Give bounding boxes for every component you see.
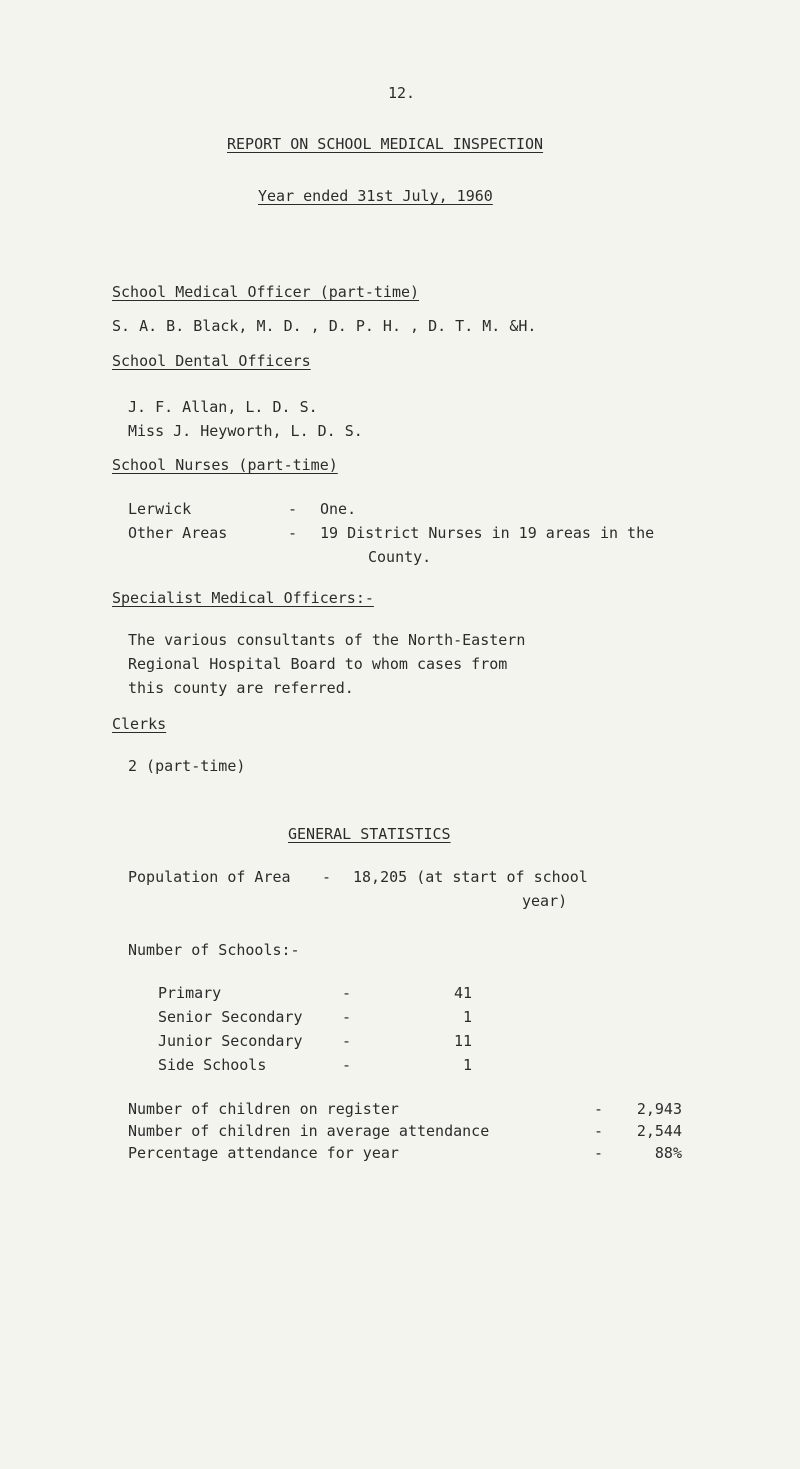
nurse-dash: -	[288, 500, 298, 518]
dental-heading: School Dental Officers	[112, 352, 311, 370]
nurse-area: Lerwick	[128, 500, 192, 518]
total-label: Number of children on register	[128, 1100, 399, 1118]
nurses-heading: School Nurses (part-time)	[112, 456, 338, 474]
school-dash: -	[342, 1032, 352, 1050]
nurse-dash: -	[288, 524, 298, 542]
school-count: 1	[462, 1056, 472, 1074]
specialist-line: Regional Hospital Board to whom cases from	[128, 655, 508, 673]
total-dash: -	[594, 1122, 604, 1140]
clerks-heading: Clerks	[112, 715, 167, 733]
school-type: Junior Secondary	[158, 1032, 303, 1050]
school-type: Side Schools	[158, 1056, 267, 1074]
dental-officer: Miss J. Heyworth, L. D. S.	[128, 422, 363, 440]
nurse-value: 19 District Nurses in 19 areas in the	[320, 524, 655, 542]
medical-officer-name: S. A. B. Black, M. D. , D. P. H. , D. T. M. &H.	[112, 317, 537, 335]
nurse-continuation: County.	[368, 548, 432, 566]
total-label: Percentage attendance for year	[128, 1144, 399, 1162]
school-type: Senior Secondary	[158, 1008, 303, 1026]
nurse-area: Other Areas	[128, 524, 228, 542]
school-dash: -	[342, 1008, 352, 1026]
school-type: Primary	[158, 984, 222, 1002]
school-count: 1	[462, 1008, 472, 1026]
total-value: 2,943	[636, 1100, 682, 1118]
specialist-line: this county are referred.	[128, 679, 354, 697]
population-label: Population of Area	[128, 868, 291, 886]
statistics-heading: GENERAL STATISTICS	[288, 825, 451, 843]
total-dash: -	[594, 1100, 604, 1118]
school-count: 11	[453, 1032, 472, 1050]
population-value: 18,205 (at start of school	[353, 868, 588, 886]
schools-heading: Number of Schools:-	[128, 941, 300, 959]
specialist-heading: Specialist Medical Officers:-	[112, 589, 374, 607]
school-count: 41	[453, 984, 472, 1002]
report-subtitle: Year ended 31st July, 1960	[258, 187, 493, 205]
total-value: 88%	[654, 1144, 682, 1162]
nurse-value: One.	[320, 500, 357, 518]
dental-officer: J. F. Allan, L. D. S.	[128, 398, 318, 416]
population-continuation: year)	[522, 892, 568, 910]
medical-officer-heading: School Medical Officer (part-time)	[112, 283, 420, 301]
clerks-value: 2 (part-time)	[128, 757, 246, 775]
school-dash: -	[342, 984, 352, 1002]
school-dash: -	[342, 1056, 352, 1074]
total-dash: -	[594, 1144, 604, 1162]
page-number: 12.	[388, 84, 416, 102]
total-value: 2,544	[636, 1122, 682, 1140]
report-title: REPORT ON SCHOOL MEDICAL INSPECTION	[227, 135, 544, 153]
specialist-line: The various consultants of the North-Eastern	[128, 631, 526, 649]
total-label: Number of children in average attendance	[128, 1122, 490, 1140]
population-dash: -	[322, 868, 332, 886]
